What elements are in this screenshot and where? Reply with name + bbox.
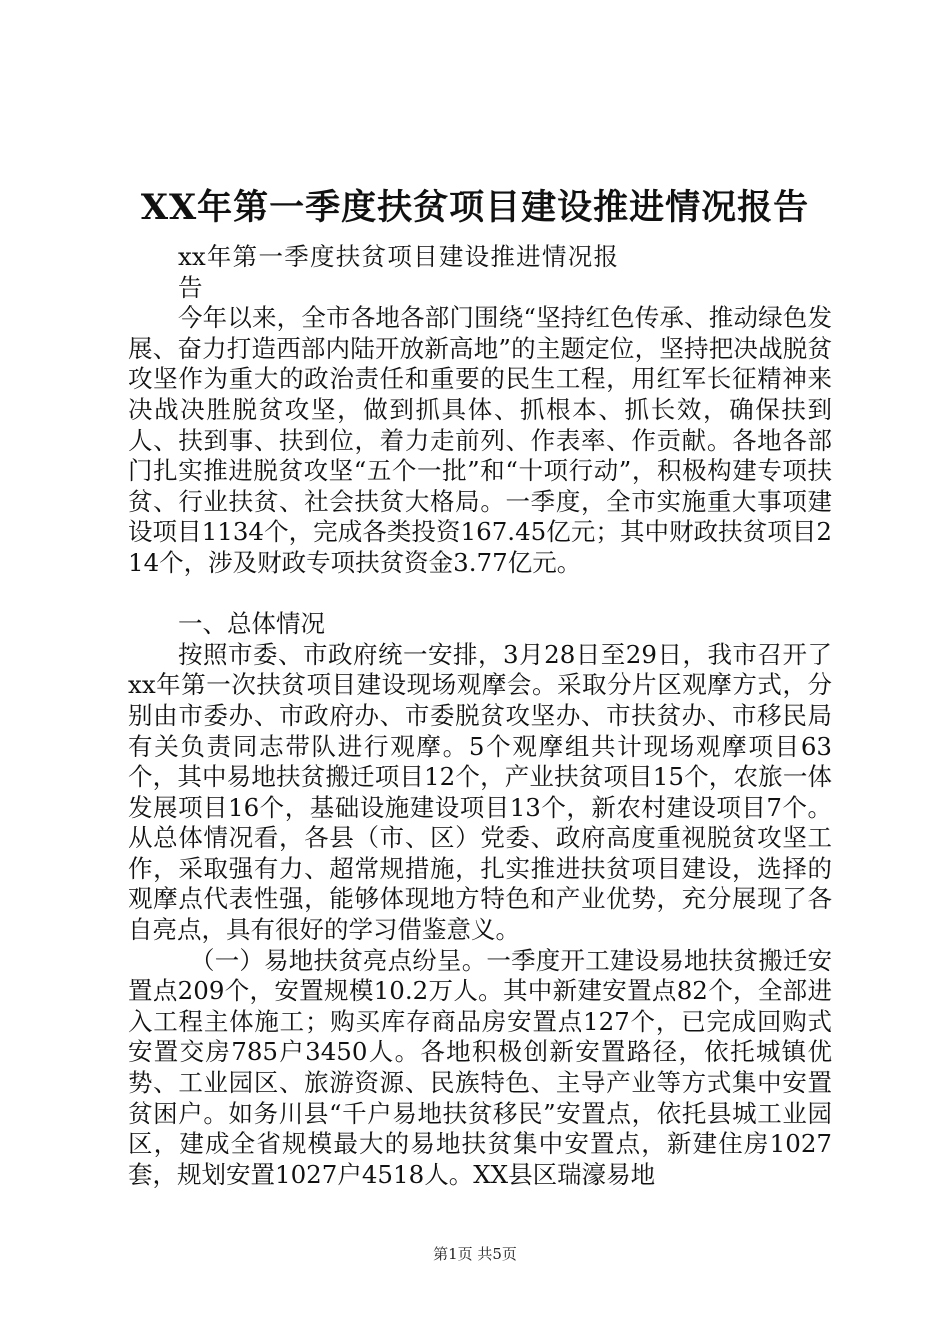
page-number-footer: 第1页 共5页 (433, 1245, 517, 1263)
document-subtitle: xx年第一季度扶贫项目建设推进情况报告 (178, 242, 618, 302)
intro-paragraph: 今年以来，全市各地各部门围绕“坚持红色传承、推动绿色发展、奋力打造西部内陆开放新高地”的主题定位，坚持把决战脱贫攻坚作为重大的政治责任和重要的民生工程，用红军长征精神来决战决胜脱贫攻坚，做到抓具体、抓根本、抓长效，确保扶到人、扶到事、扶到位，着力走前列、作表率、作贡献。各地各部门扎实推进脱贫攻坚“五个一批”和“十项行动”，积极构建专项扶贫、行业扶贫、社会扶贫大格局。一季度，全市实施重大事项建设项目1134个，完成各类投资167.45亿元；其中财政扶贫项目214个，涉及财政专项扶贫资金3.77亿元。 (128, 303, 832, 577)
paragraph-gap (128, 579, 832, 610)
subsection-paragraph: （一）易地扶贫亮点纷呈。一季度开工建设易地扶贫搬迁安置点209个，安置规模10.2万人。其中新建安置点82个，全部进入工程主体施工；购买库存商品房安置点127个，已完成回购式安置交房785户3450人。各地积极创新安置路径，依托城镇优势、工业园区、旅游资源、民族特色、主导产业等方式集中安置贫困户。如务川县“千户易地扶贫移民”安置点，依托县城工业园区，建成全省规模最大的易地扶贫集中安置点，新建住房1027套，规划安置1027户4518人。XX县区瑞濠易地 (128, 945, 832, 1189)
section-paragraph: 按照市委、市政府统一安排，3月28日至29日，我市召开了xx年第一次扶贫项目建设现场观摩会。采取分片区观摩方式，分别由市委办、市政府办、市委脱贫攻坚办、市扶贫办、市移民局有关负责同志带队进行观摩。5个观摩组共计现场观摩项目63个，其中易地扶贫搬迁项目12个，产业扶贫项目15个，农旅一体发展项目16个，基础设施建设项目13个，新农村建设项目7个。从总体情况看，各县（市、区）党委、政府高度重视脱贫攻坚工作，采取强有力、超常规措施，扎实推进扶贫项目建设，选择的观摩点代表性强，能够体现地方特色和产业优势，充分展现了各自亮点，具有很好的学习借鉴意义。 (128, 639, 832, 945)
document-body (128, 242, 832, 1190)
document-title: XX年第一季度扶贫项目建设推进情况报告 (140, 187, 810, 228)
section-heading: 一、总体情况 (178, 609, 325, 639)
